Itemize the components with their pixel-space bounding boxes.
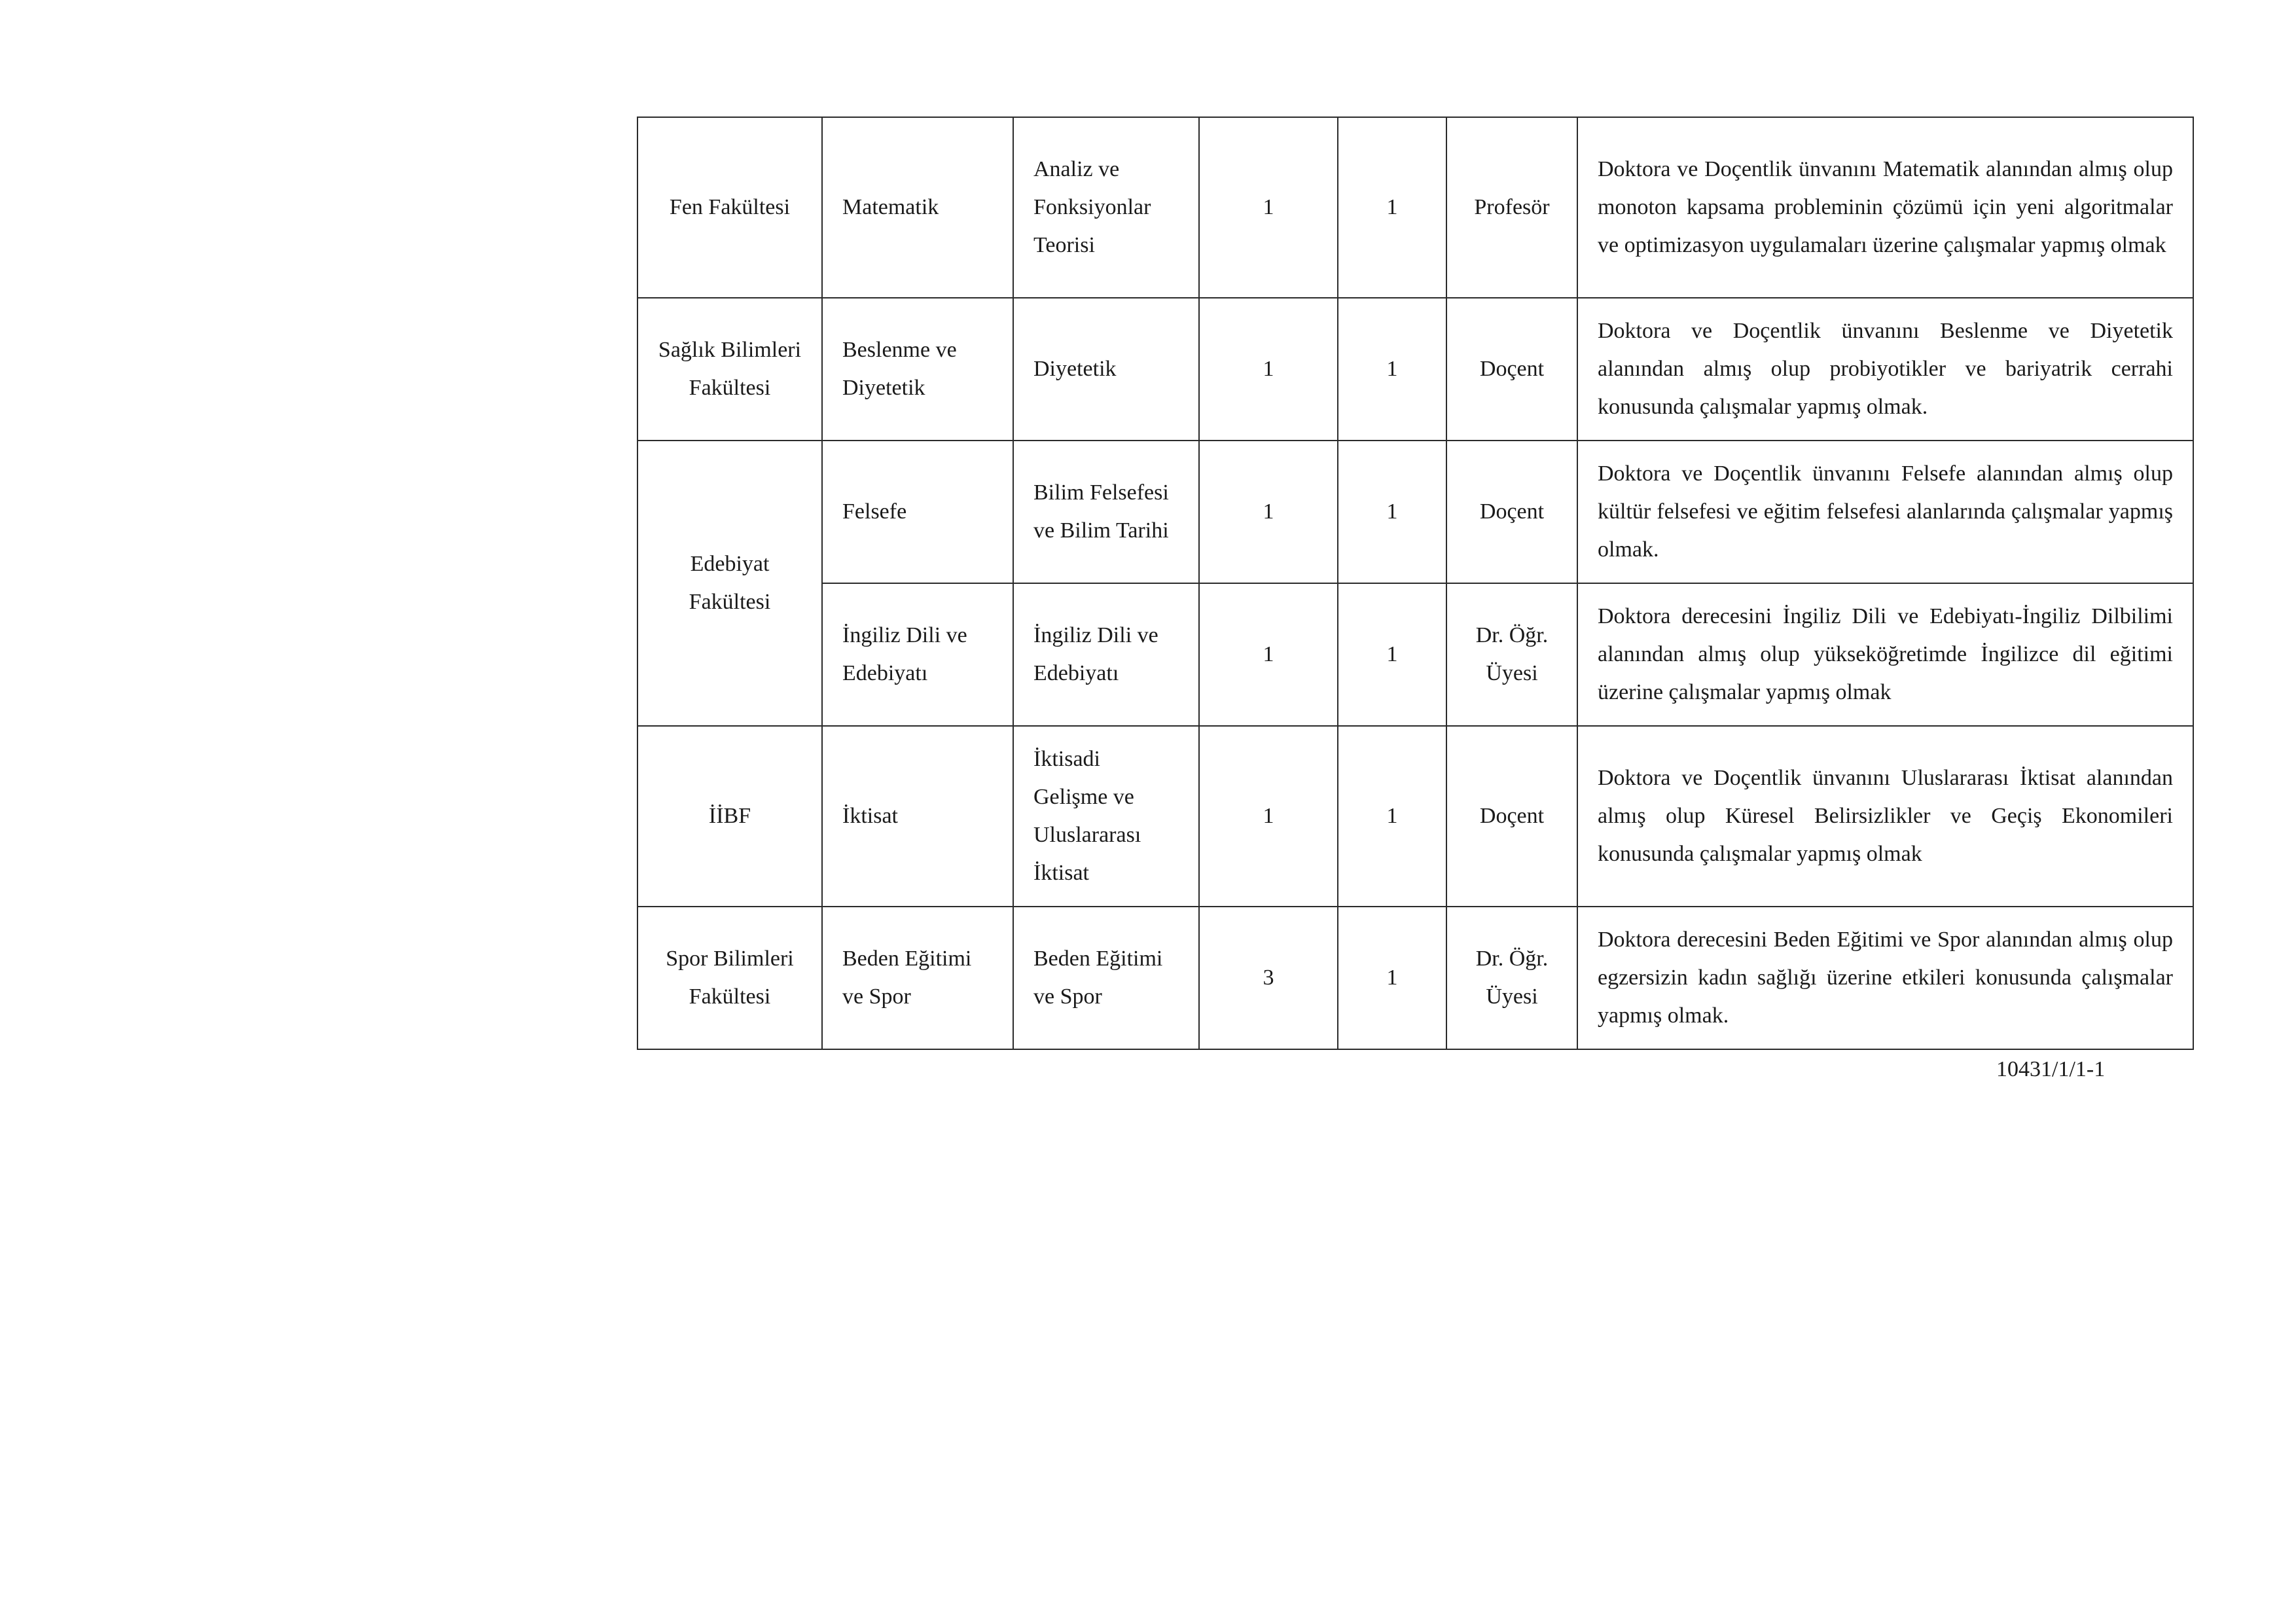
table-row [637,726,2193,907]
count-cell: 1 [1199,441,1338,583]
title-cell: Dr. Öğr. Üyesi [1446,907,1577,1049]
count-cell: 1 [1199,298,1338,441]
count-cell: 1 [1338,298,1446,441]
table-row [637,117,2193,298]
count-cell: 1 [1199,583,1338,726]
requirement-cell: Doktora ve Doçentlik ünvanını Uluslararası İktisat alanından almış olup Küresel Belirsizlikler ve Geçiş Ekonomileri konusunda çalışmalar yapmış olmak [1577,726,2193,907]
field-cell: Analiz ve Fonksiyonlar Teorisi [1013,117,1199,298]
requirement-cell: Doktora derecesini Beden Eğitimi ve Spor alanından almış olup egzersizin kadın sağlığı üzerine etkileri konusunda çalışmalar yapmış olmak. [1577,907,2193,1049]
faculty-cell: İİBF [637,726,822,907]
department-cell: Beslenme ve Diyetetik [822,298,1013,441]
title-cell: Doçent [1446,726,1577,907]
faculty-cell: Spor Bilimleri Fakültesi [637,907,822,1049]
table-row [637,583,2193,726]
count-cell: 1 [1338,726,1446,907]
document-code: 10431/1/1-1 [1996,1057,2106,1081]
title-cell: Doçent [1446,298,1577,441]
positions-table [637,117,2194,1050]
count-cell: 1 [1338,907,1446,1049]
requirement-cell: Doktora ve Doçentlik ünvanını Beslenme ve Diyetetik alanından almış olup probiyotikler ve bariyatrik cerrahi konusunda çalışmalar yapmış olmak. [1577,298,2193,441]
department-cell: Matematik [822,117,1013,298]
title-cell: Profesör [1446,117,1577,298]
department-cell: İktisat [822,726,1013,907]
faculty-cell: Sağlık Bilimleri Fakültesi [637,298,822,441]
requirement-cell: Doktora ve Doçentlik ünvanını Matematik alanından almış olup monoton kapsama probleminin çözümü için yeni algoritmalar ve optimizasyon uygulamaları üzerine çalışmalar yapmış olmak [1577,117,2193,298]
count-cell: 1 [1338,117,1446,298]
count-cell: 1 [1338,441,1446,583]
title-cell: Dr. Öğr. Üyesi [1446,583,1577,726]
field-cell: İngiliz Dili ve Edebiyatı [1013,583,1199,726]
count-cell: 3 [1199,907,1338,1049]
title-cell: Doçent [1446,441,1577,583]
count-cell: 1 [1338,583,1446,726]
requirement-cell: Doktora derecesini İngiliz Dili ve Edebiyatı-İngiliz Dilbilimi alanından almış olup yükseköğretimde İngilizce dil eğitimi üzerine çalışmalar yapmış olmak [1577,583,2193,726]
field-cell: Bilim Felsefesi ve Bilim Tarihi [1013,441,1199,583]
faculty-cell: Fen Fakültesi [637,117,822,298]
faculty-cell: Edebiyat Fakültesi [637,441,822,726]
department-cell: Beden Eğitimi ve Spor [822,907,1013,1049]
count-cell: 1 [1199,726,1338,907]
count-cell: 1 [1199,117,1338,298]
department-cell: İngiliz Dili ve Edebiyatı [822,583,1013,726]
table-row [637,907,2193,1049]
table-row [637,441,2193,583]
requirement-cell: Doktora ve Doçentlik ünvanını Felsefe alanından almış olup kültür felsefesi ve eğitim felsefesi alanlarında çalışmalar yapmış olmak. [1577,441,2193,583]
field-cell: İktisadi Gelişme ve Uluslararası İktisat [1013,726,1199,907]
field-cell: Diyetetik [1013,298,1199,441]
field-cell: Beden Eğitimi ve Spor [1013,907,1199,1049]
department-cell: Felsefe [822,441,1013,583]
table-row [637,298,2193,441]
